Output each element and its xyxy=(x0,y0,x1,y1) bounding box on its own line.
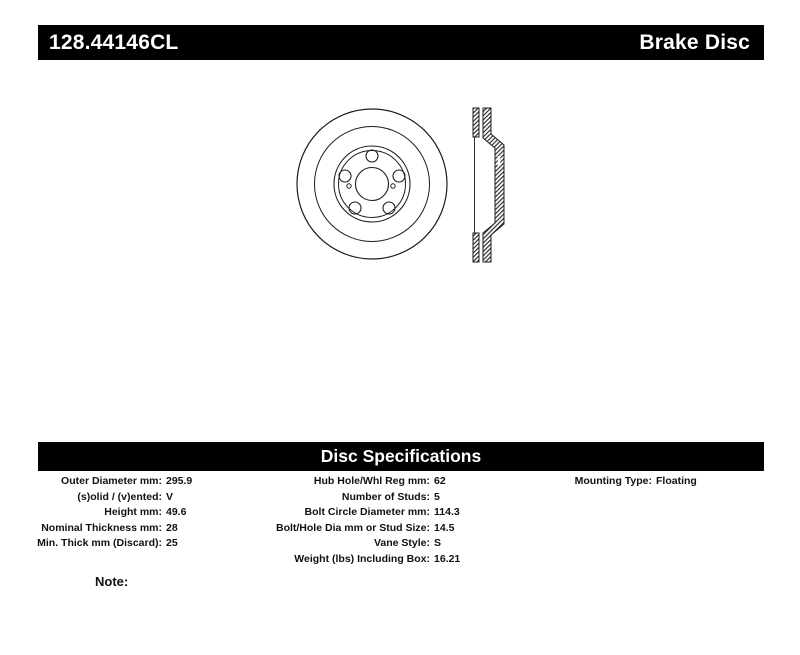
spec-label: Outer Diameter mm: xyxy=(61,475,162,487)
spec-label: Height mm: xyxy=(104,506,162,518)
spec-row-bolt-circle-diameter xyxy=(260,505,460,521)
spec-value: Floating xyxy=(656,475,697,487)
center-bore-circle xyxy=(356,168,389,201)
spec-value: S xyxy=(434,537,442,549)
spec-value: 25 xyxy=(166,537,178,549)
spec-value: 295.9 xyxy=(166,475,193,487)
spec-label: Bolt Circle Diameter mm: xyxy=(304,506,430,518)
spec-row-height xyxy=(12,505,192,521)
section-title-bar xyxy=(38,442,764,471)
note-label: Note: xyxy=(95,574,129,589)
brake-disc-drawing xyxy=(288,98,512,270)
spec-row-bolt-hole-dia xyxy=(260,521,460,537)
spec-row-solid-vented xyxy=(12,490,192,506)
disc-front-view xyxy=(297,109,447,259)
wheel-register-notch xyxy=(498,156,500,166)
spec-column-right xyxy=(532,474,697,490)
bottom-outboard-cheek xyxy=(473,233,479,262)
friction-surface-circle xyxy=(315,127,430,242)
spec-value: V xyxy=(166,490,174,503)
disc-drawing-svg xyxy=(288,98,512,270)
spec-value: 5 xyxy=(434,490,440,503)
spec-value: 49.6 xyxy=(166,506,187,518)
spec-row-outer-diameter xyxy=(12,474,192,490)
spec-value: 62 xyxy=(434,475,446,487)
top-outboard-cheek xyxy=(473,108,479,137)
part-number: 128.44146CL xyxy=(49,30,179,54)
spec-row-hub-hole xyxy=(260,474,460,490)
product-title: Brake Disc xyxy=(639,30,750,54)
spec-column-middle xyxy=(260,474,460,567)
spec-label: (s)olid / (v)ented: xyxy=(77,490,162,503)
spec-value: 14.5 xyxy=(434,521,455,534)
disc-cross-section-view xyxy=(473,108,504,262)
outer-diameter-circle xyxy=(297,109,447,259)
spec-row-nominal-thickness xyxy=(12,521,192,537)
spec-label: Number of Studs: xyxy=(341,490,430,503)
spec-label: Nominal Thickness mm: xyxy=(41,521,162,534)
spec-row-number-of-studs xyxy=(260,490,460,506)
spec-label: Min. Thick mm (Discard): xyxy=(37,537,162,549)
spec-row-min-thick xyxy=(12,536,192,552)
spec-label: Hub Hole/Whl Reg mm: xyxy=(313,475,430,487)
hat-section-profile xyxy=(483,108,504,262)
spec-column-left xyxy=(12,474,192,552)
hub-outer-circle xyxy=(334,146,410,222)
spec-label: Weight (lbs) Including Box: xyxy=(294,552,430,565)
spec-label: Vane Style: xyxy=(373,537,430,549)
spec-value: 16.21 xyxy=(434,552,461,565)
spec-value: 114.3 xyxy=(434,506,460,518)
section-title: Disc Specifications xyxy=(320,446,482,466)
header-bar xyxy=(38,25,764,60)
spec-row-weight xyxy=(260,552,460,568)
spec-label: Mounting Type: xyxy=(574,475,652,487)
spec-value: 28 xyxy=(166,521,178,534)
spec-row-mounting-type xyxy=(532,474,697,490)
spec-label: Bolt/Hole Dia mm or Stud Size: xyxy=(275,521,430,534)
spec-row-vane-style xyxy=(260,536,460,552)
